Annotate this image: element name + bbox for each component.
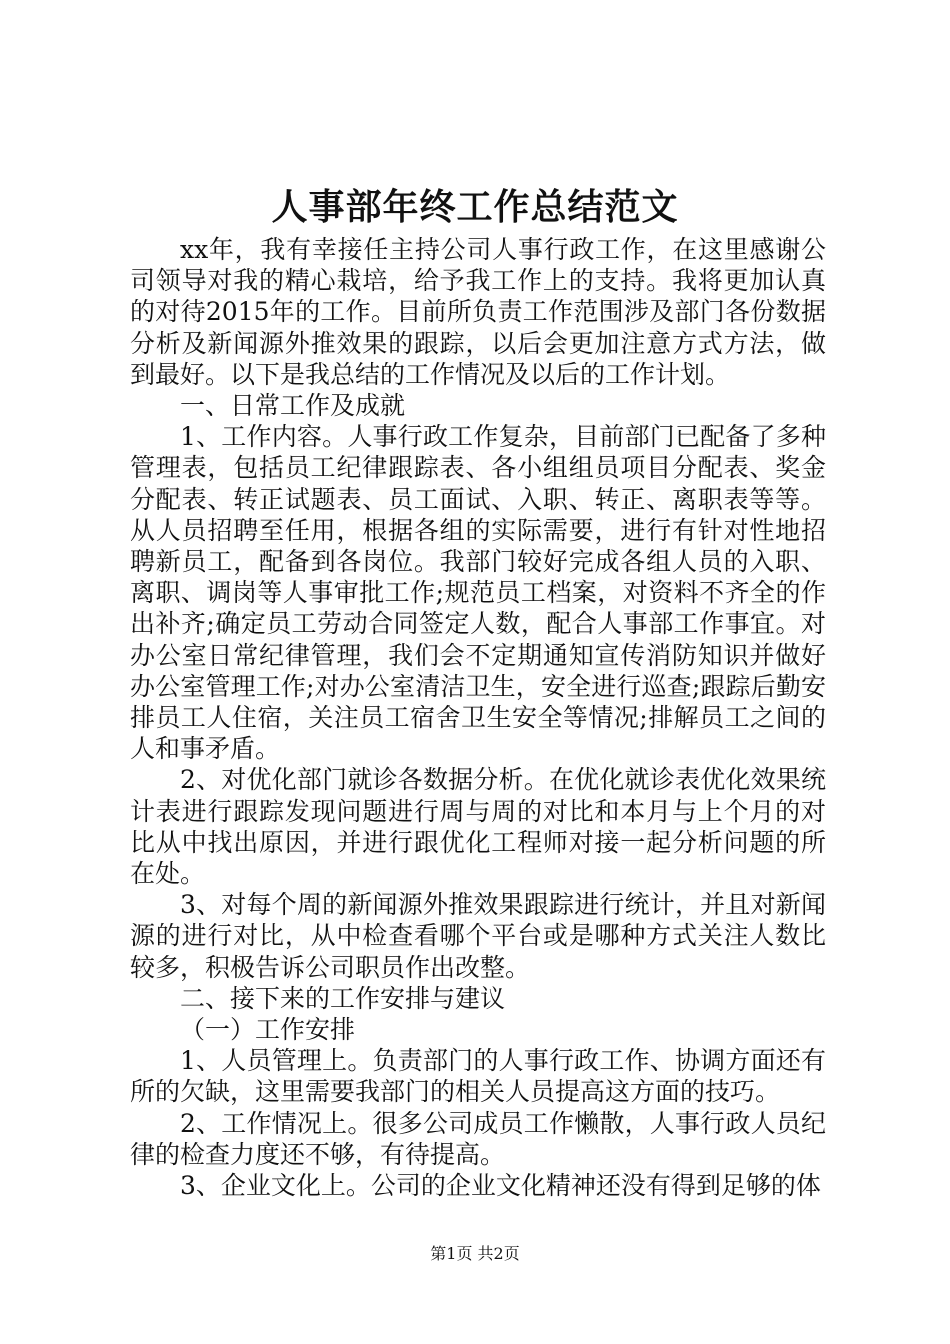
paragraph-corporate-culture: 3、企业文化上。公司的企业文化精神还没有得到足够的体 <box>180 1171 821 1201</box>
heading-daily-work: 一、日常工作及成就 <box>180 391 406 421</box>
paragraph-intro: xx年，我有幸接任主持公司人事行政工作，在这里感谢公司领导对我的精心栽培，给予我工作上的支持。我将更加认真的对待2015年的工作。目前所负责工作范围涉及部门各份数据分析及新闻源外推效果的跟踪，以后会更加注意方式方法，做到最好。以下是我总结的工作情况及以后的工作计划。 <box>130 235 826 389</box>
page-footer: 第1页 共2页 <box>430 1244 520 1263</box>
document-title: 人事部年终工作总结范文 <box>271 186 679 228</box>
paragraph-data-analysis: 2、对优化部门就诊各数据分析。在优化就诊表优化效果统计表进行跟踪发现问题进行周与周的对比和本月与上个月的对比从中找出原因，并进行跟优化工程师对接一起分析问题的所在处。 <box>130 765 826 889</box>
paragraph-news-tracking: 3、对每个周的新闻源外推效果跟踪进行统计，并且对新闻源的进行对比，从中检查看哪个平台或是哪种方式关注人数比较多，积极告诉公司职员作出改整。 <box>130 890 826 982</box>
paragraph-staff-management: 1、人员管理上。负责部门的人事行政工作、协调方面还有所的欠缺，这里需要我部门的相关人员提高这方面的技巧。 <box>130 1046 826 1107</box>
heading-work-arrangement: （一）工作安排 <box>180 1015 356 1045</box>
heading-next-plans: 二、接下来的工作安排与建议 <box>180 983 506 1013</box>
document-body <box>130 234 826 1201</box>
paragraph-work-content: 1、工作内容。人事行政工作复杂，目前部门已配备了多种管理表，包括员工纪律跟踪表、各小组组员项目分配表、奖金分配表、转正试题表、员工面试、入职、转正、离职表等等。从人员招聘至任用，根据各组的实际需要，进行有针对性地招聘新员工，配备到各岗位。我部门较好完成各组人员的入职、离职、调岗等人事审批工作;规范员工档案，对资料不齐全的作出补齐;确定员工劳动合同签定人数，配合人事部工作事宜。对办公室日常纪律管理，我们会不定期通知宣传消防知识并做好办公室管理工作;对办公室清洁卫生，安全进行巡查;跟踪后勤安排员工人住宿，关注员工宿舍卫生安全等情况;排解员工之间的人和事矛盾。 <box>130 422 826 764</box>
paragraph-work-situation: 2、工作情况上。很多公司成员工作懒散，人事行政人员纪律的检查力度还不够，有待提高。 <box>130 1108 826 1169</box>
